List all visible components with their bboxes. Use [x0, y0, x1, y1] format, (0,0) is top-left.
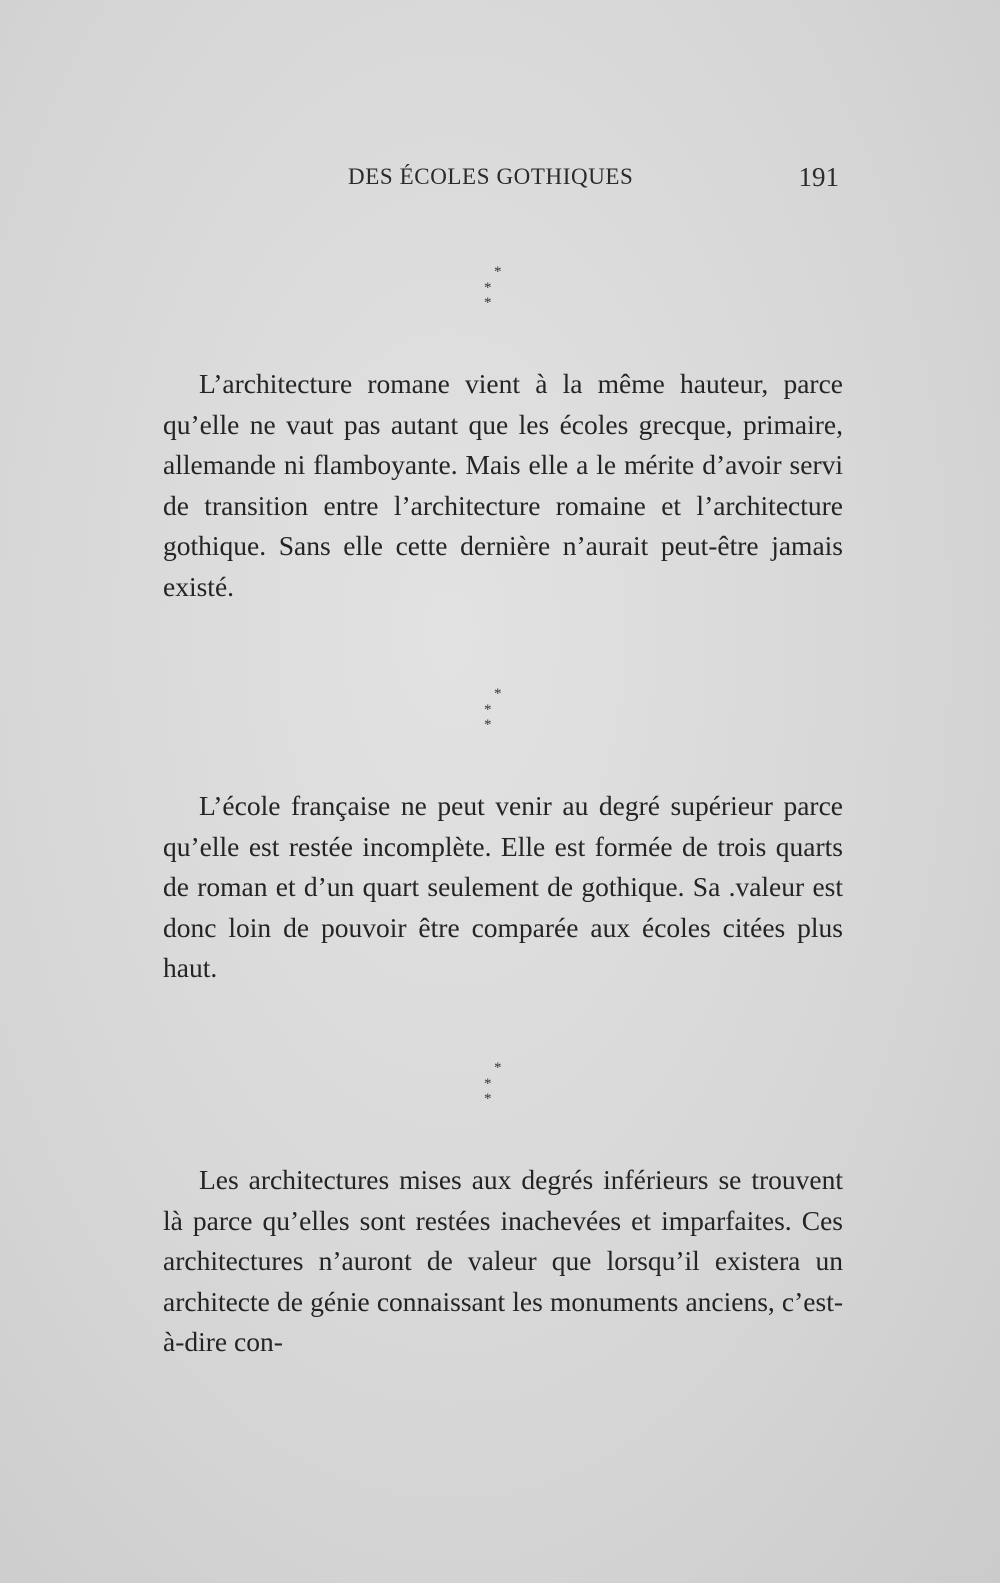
asterism-top-star: * [494, 686, 502, 702]
asterism-top-star: * [494, 264, 502, 280]
asterism-bottom-stars: * * [484, 1076, 498, 1107]
running-head [163, 160, 843, 200]
paragraph-french-school: L’école française ne peut venir au degré supérieur parce qu’elle est restée incomplète. Elle est formée de trois quarts de roman et d’un quart seulement de gothique. Sa .valeur est donc loin de pouvoir être comparée aux écoles citées plus haut. [163, 790, 843, 983]
paragraph-romanesque: L’architecture romane vient à la même hauteur, parce qu’elle ne vaut pas autant que les écoles grecque, primaire, allemande ni flamboyante. Mais elle a le mérite d’avoir servi de transition entre l’architecture romaine et l’architecture gothique. Sans elle cette dernière n’aurait peut-être jamais existé. [163, 368, 843, 602]
asterism-bottom-stars: * * [484, 702, 498, 733]
asterism-divider [480, 264, 520, 311]
asterism-bottom-stars: * * [484, 280, 498, 311]
running-title: DES ÉCOLES GOTHIQUES [348, 164, 634, 189]
asterism-top-star: * [494, 1060, 502, 1076]
paragraph-lower-degrees: Les architectures mises aux degrés inférieurs se trouvent là parce qu’elles sont restées inachevées et imparfaites. Ces architectures n’auront de valeur que lorsqu’il existera un architecte de génie connaissant les monuments anciens, c’est-à-dire con- [163, 1164, 843, 1357]
asterism-divider [480, 686, 520, 733]
asterism-divider [480, 1060, 520, 1107]
page-number: 191 [798, 162, 839, 192]
